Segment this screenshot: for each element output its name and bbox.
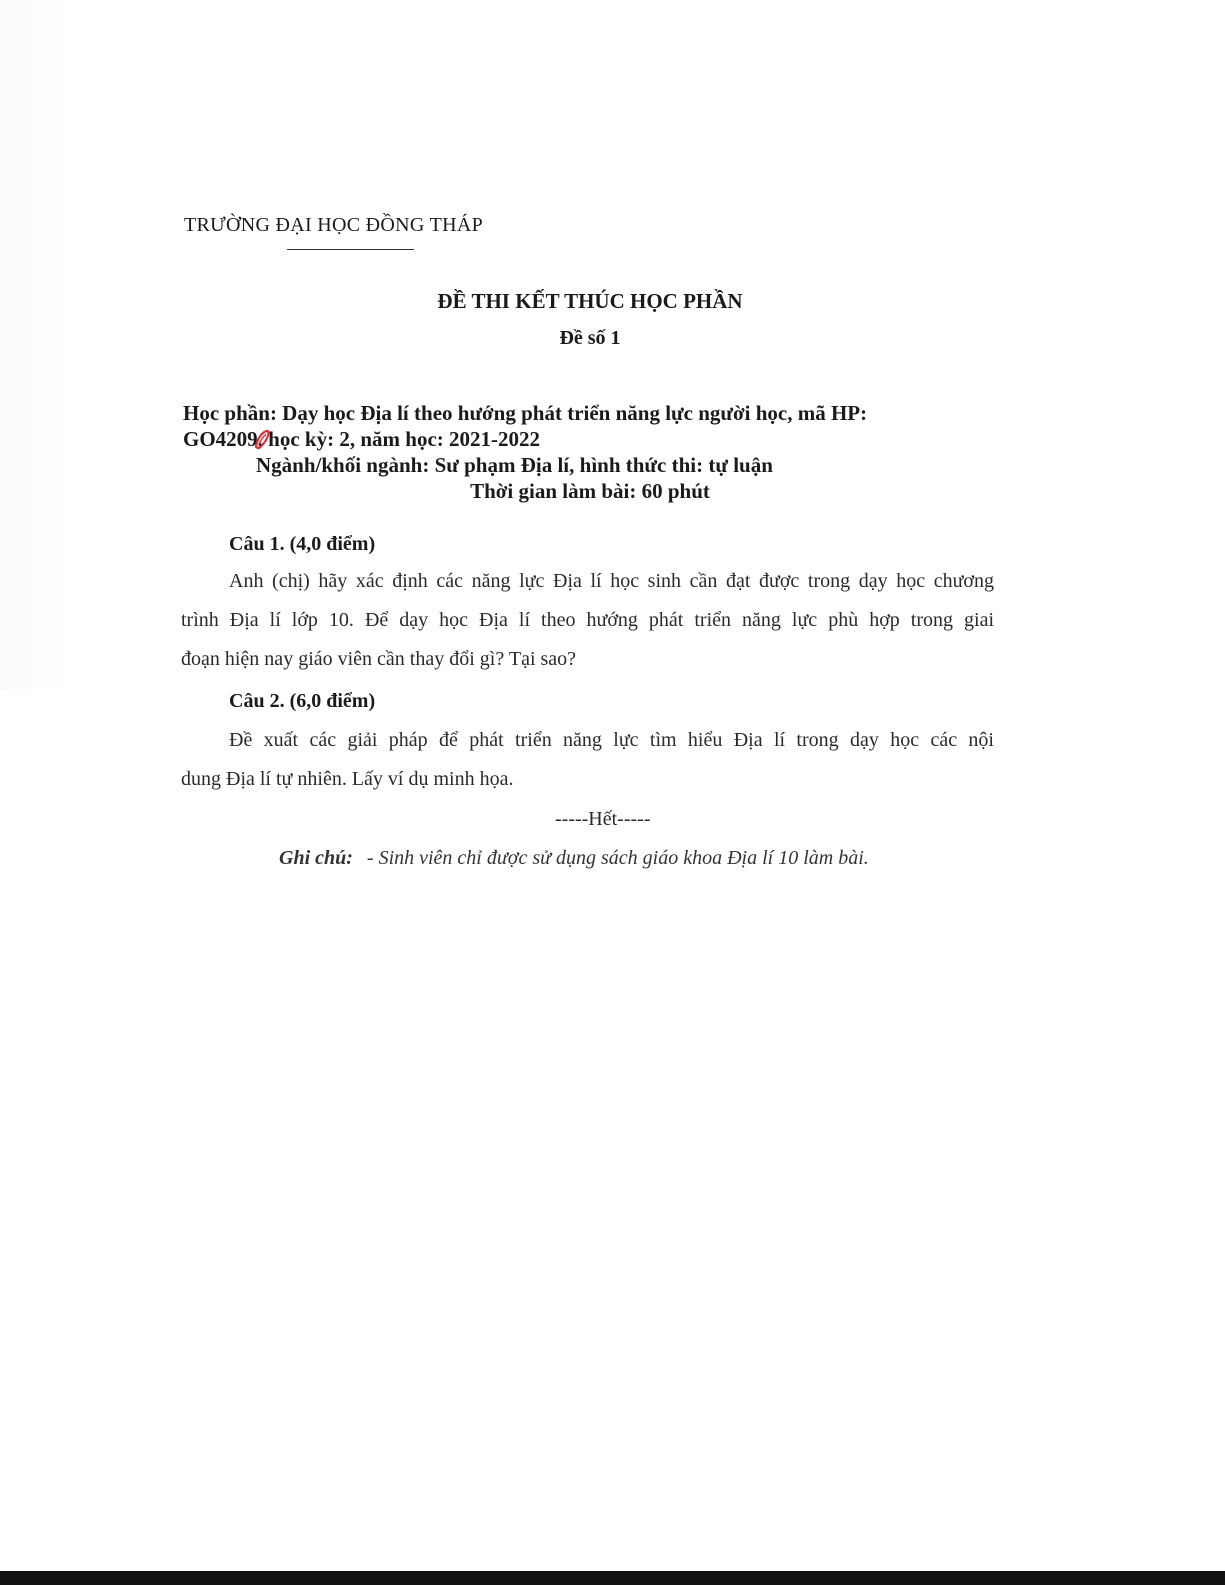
- course-info-line-2: GO4209, học kỳ: 2, năm học: 2021-2022: [183, 427, 540, 451]
- note-label: Ghi chú:: [279, 847, 353, 869]
- school-underline: [287, 249, 414, 250]
- note-text: - Sinh viên chỉ được sử dụng sách giáo khoa Địa lí 10 làm bài.: [366, 847, 869, 869]
- question-2-text-line-2: dung Địa lí tự nhiên. Lấy ví dụ minh họa.: [181, 768, 514, 790]
- note: [279, 847, 869, 870]
- course-info-line-1: Học phần: Dạy học Địa lí theo hướng phát triển năng lực người học, mã HP:: [183, 401, 868, 425]
- question-1-text-line-3: đoạn hiện nay giáo viên cần thay đổi gì? Tại sao?: [181, 648, 577, 670]
- question-1-heading: Câu 1. (4,0 điểm): [229, 533, 376, 555]
- question-1-text-line-2: trình Địa lí lớp 10. Để dạy học Địa lí theo hướng phát triển năng lực phù hợp trong giai: [181, 609, 994, 631]
- course-info-line-3: Ngành/khối ngành: Sư phạm Địa lí, hình thức thi: tự luận: [256, 453, 773, 477]
- school-name: TRƯỜNG ĐẠI HỌC ĐỒNG THÁP: [184, 214, 484, 236]
- question-1-text-line-1: Anh (chị) hãy xác định các năng lực Địa lí học sinh cần đạt được trong dạy học chương: [229, 570, 994, 592]
- question-2-text-line-1: Đề xuất các giải pháp để phát triển năng lực tìm hiểu Địa lí trong dạy học các nội: [229, 729, 994, 751]
- exam-title: ĐỀ THI KẾT THÚC HỌC PHẦN: [437, 289, 743, 313]
- scan-bottom-edge: [0, 1571, 1225, 1585]
- end-mark: -----Hết-----: [555, 808, 651, 830]
- exam-number: Đề số 1: [559, 327, 621, 349]
- course-info-line-4: Thời gian làm bài: 60 phút: [470, 479, 710, 503]
- question-2-heading: Câu 2. (6,0 điểm): [229, 690, 376, 712]
